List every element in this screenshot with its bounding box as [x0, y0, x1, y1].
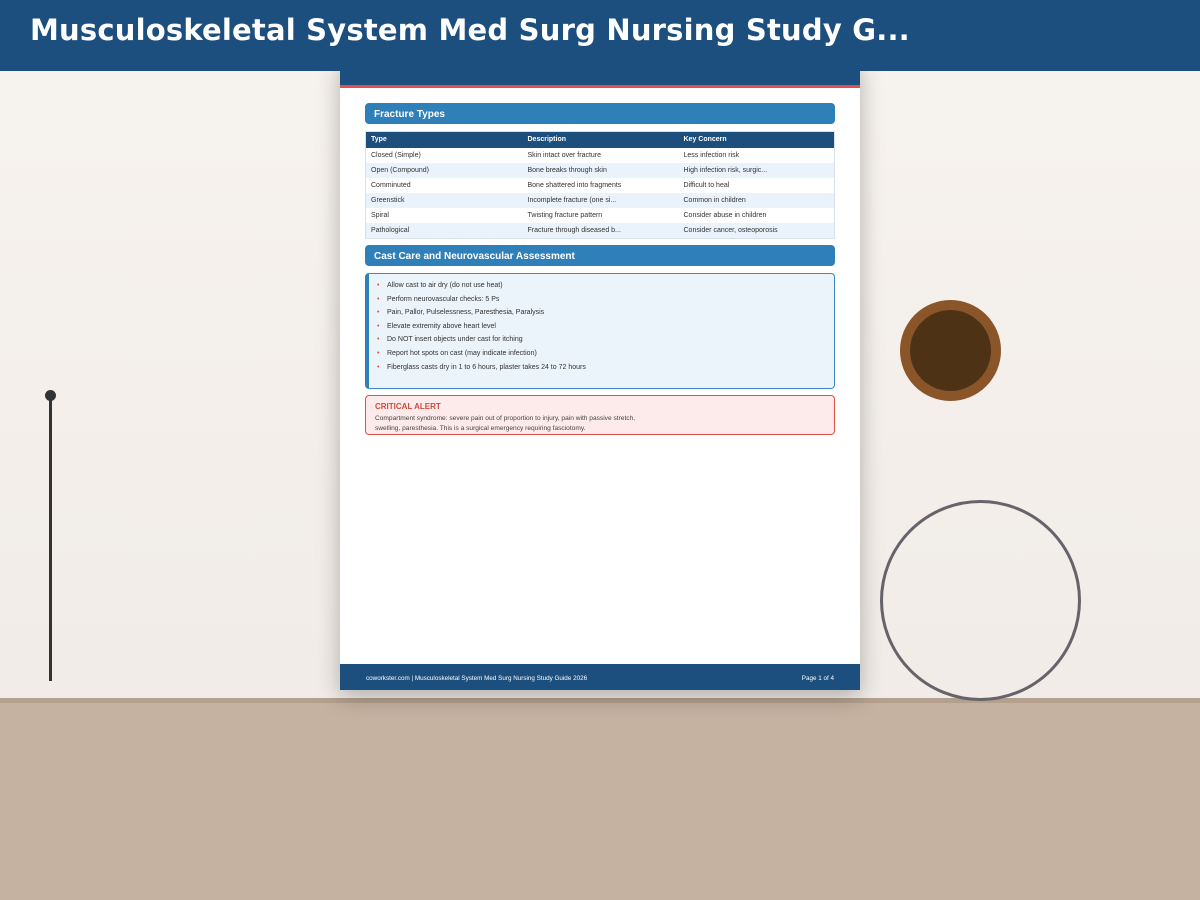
- cast-care-list-box: [365, 273, 835, 389]
- table-row: [366, 223, 835, 238]
- table-row: [366, 163, 835, 178]
- desk-surface: [0, 698, 1200, 900]
- cell-type: Greenstick: [366, 193, 523, 208]
- table-row: [366, 148, 835, 163]
- table-row: [366, 208, 835, 223]
- title-bar: [0, 0, 1200, 71]
- footer-source: coworkster.com | Musculoskeletal System Med Surg Nursing Study Guide 2026: [366, 675, 588, 682]
- critical-alert-box: [365, 395, 835, 435]
- stand-knob: [45, 390, 56, 401]
- section-cast-care: Cast Care and Neurovascular Assessment: [365, 245, 835, 266]
- cell-type: Pathological: [366, 223, 523, 238]
- alert-title: CRITICAL ALERT: [375, 402, 441, 411]
- cell-key-concern: Common in children: [679, 193, 835, 208]
- cell-description: Incomplete fracture (one si...: [523, 193, 679, 208]
- cell-description: Twisting fracture pattern: [523, 208, 679, 223]
- column-header-type: Type: [366, 132, 523, 148]
- section-fracture-types: Fracture Types: [365, 103, 835, 124]
- cell-key-concern: Consider abuse in children: [679, 208, 835, 223]
- cell-description: Bone shattered into fragments: [523, 178, 679, 193]
- cell-key-concern: High infection risk, surgic...: [679, 163, 835, 178]
- page-title: Musculoskeletal System Med Surg Nursing Study G...: [30, 13, 910, 47]
- list-item: • Pain, Pallor, Pulselessness, Paresthesia, Paralysis: [377, 306, 834, 320]
- list-item: • Perform neurovascular checks: 5 Ps: [377, 293, 834, 307]
- column-header-description: Description: [523, 132, 679, 148]
- cell-key-concern: Difficult to heal: [679, 178, 835, 193]
- cell-key-concern: Less infection risk: [679, 148, 835, 163]
- cell-type: Closed (Simple): [366, 148, 523, 163]
- document-page: [340, 60, 860, 690]
- page-number: Page 1 of 4: [801, 675, 834, 682]
- ring-object: [880, 500, 1081, 701]
- column-header-key-concern: Key Concern: [679, 132, 835, 148]
- cell-description: Bone breaks through skin: [523, 163, 679, 178]
- cell-key-concern: Consider cancer, osteoporosis: [679, 223, 835, 238]
- coffee-cup: [900, 300, 1001, 401]
- cell-type: Open (Compound): [366, 163, 523, 178]
- page-footer: [340, 664, 860, 690]
- cell-type: Comminuted: [366, 178, 523, 193]
- cell-description: Skin intact over fracture: [523, 148, 679, 163]
- stand-pole: [49, 396, 52, 681]
- table-header-row: [366, 132, 835, 148]
- table-row: [366, 178, 835, 193]
- alert-text: Compartment syndrome: severe pain out of proportion to injury, pain with passive stretch, swelling, paresthesia. This is a surgical emergency requiring fasciotomy.: [375, 415, 636, 432]
- list-item: • Do NOT insert objects under cast for itching: [377, 333, 834, 347]
- fracture-table: [365, 131, 835, 239]
- coffee: [910, 310, 991, 391]
- table-row: [366, 193, 835, 208]
- list-item: • Elevate extremity above heart level: [377, 320, 834, 334]
- cell-type: Spiral: [366, 208, 523, 223]
- list-item: • Report hot spots on cast (may indicate infection): [377, 347, 834, 361]
- cell-description: Fracture through diseased b...: [523, 223, 679, 238]
- list-item: • Allow cast to air dry (do not use heat): [377, 279, 834, 293]
- cast-care-list: [369, 274, 834, 374]
- list-item: • Fiberglass casts dry in 1 to 6 hours, plaster takes 24 to 72 hours: [377, 361, 834, 375]
